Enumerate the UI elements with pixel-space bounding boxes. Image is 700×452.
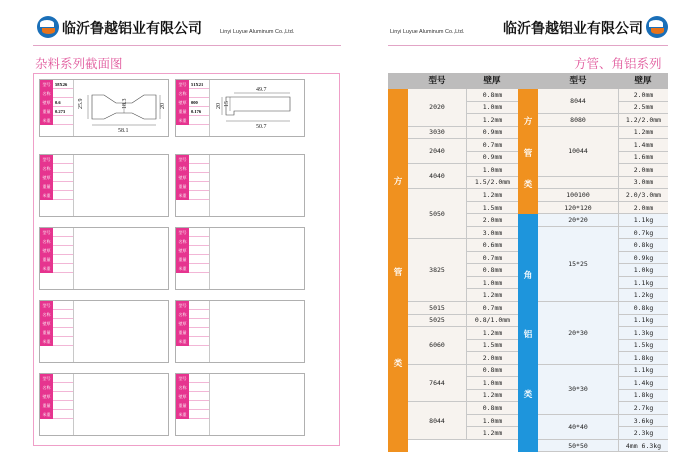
- model-cell: 8044: [538, 89, 618, 114]
- band-char: 铝: [523, 330, 533, 341]
- model-cell: 8044: [408, 402, 466, 440]
- profile-card-label: 米重: [176, 191, 189, 200]
- profile-card-value: [189, 173, 209, 182]
- profile-card-label: 型号: [40, 155, 53, 164]
- wall-cell: 1.5kg: [618, 340, 668, 353]
- profile-card-value: [53, 246, 73, 255]
- model-cell: 3030: [408, 127, 466, 140]
- header-divider-right: [388, 45, 668, 46]
- profile-card-value: [189, 374, 209, 383]
- wall-cell: 2.7kg: [618, 402, 668, 415]
- profile-card: [39, 227, 169, 290]
- profile-card-value: [53, 264, 73, 273]
- profile-card-value: [53, 116, 73, 125]
- profile-card-label: 壁厚: [176, 173, 189, 182]
- wall-cell: 1.5mm: [466, 202, 518, 215]
- wall-cell: 0.7mm: [466, 139, 518, 152]
- profile-card-value: [189, 264, 209, 273]
- band-char: 方: [393, 176, 403, 187]
- model-cell: 120*120: [538, 202, 618, 215]
- profile-card-label: 壁厚: [40, 246, 53, 255]
- profile-card-label: 壁厚: [176, 246, 189, 255]
- profile-card-divider: [73, 155, 74, 216]
- profile-card: [39, 154, 169, 217]
- profile-card-value: [189, 155, 209, 164]
- left-section-title: 杂料系列截面图: [35, 56, 123, 71]
- band-char: 管: [523, 148, 533, 159]
- band-char: 类: [393, 358, 403, 369]
- profile-card-label: 名称: [176, 89, 189, 98]
- table-header-blank: [518, 73, 538, 89]
- wall-cell: 1.1kg: [618, 365, 668, 378]
- profile-card-value: [53, 383, 73, 392]
- wall-cell: 0.9mm: [466, 127, 518, 140]
- model-cell: 10044: [538, 127, 618, 177]
- profile-card-label: 名称: [40, 237, 53, 246]
- profile-section-drawing: [74, 81, 169, 136]
- right-section-title: 方管、角铝系列: [574, 56, 662, 71]
- profile-card-label: 壁厚: [176, 392, 189, 401]
- left-category-band: [388, 89, 408, 452]
- profile-card-value: [189, 191, 209, 200]
- profile-section-drawing: [210, 81, 305, 136]
- band-char: 类: [523, 179, 533, 190]
- profile-card-value: 000: [189, 98, 209, 107]
- profile-card-label: 名称: [40, 310, 53, 319]
- profile-card-value: [189, 246, 209, 255]
- company-name-right: 临沂鲁越铝业有限公司: [503, 21, 643, 37]
- header-divider-left: [33, 45, 341, 46]
- wall-cell: 1.0mm: [466, 377, 518, 390]
- profile-card-label: 米重: [176, 264, 189, 273]
- profile-card-value: [189, 237, 209, 246]
- profile-card-divider: [209, 374, 210, 435]
- wall-cell: 0.8mm: [466, 402, 518, 415]
- profile-card-label: 壁厚: [40, 173, 53, 182]
- profile-card-label: 型号: [40, 374, 53, 383]
- profile-card: [175, 373, 305, 436]
- band-char: 类: [523, 389, 533, 400]
- wall-cell: 2.0mm: [466, 214, 518, 227]
- wall-cell: 2.0mm: [618, 164, 668, 177]
- profile-card-value: [53, 191, 73, 200]
- profile-card-value: [53, 173, 73, 182]
- model-cell: 40*40: [538, 415, 618, 440]
- wall-cell: 0.6mm: [466, 239, 518, 252]
- profile-card-label: 重量: [176, 255, 189, 264]
- wall-cell: 1.2mm: [618, 127, 668, 140]
- profile-card-value: [53, 89, 73, 98]
- profile-card-divider: [73, 374, 74, 435]
- company-logo-right-icon: [646, 16, 668, 38]
- wall-cell: 1.2mm: [466, 390, 518, 403]
- model-cell: [538, 177, 618, 190]
- wall-cell: 1.4kg: [618, 377, 668, 390]
- wall-cell: 1.2mm: [466, 427, 518, 440]
- profile-card-divider: [209, 301, 210, 362]
- model-cell: 100100: [538, 189, 618, 202]
- model-cell: 7644: [408, 365, 466, 403]
- model-cell: 20*30: [538, 302, 618, 365]
- dimension-label: 58.1: [118, 128, 129, 134]
- model-cell: 6060: [408, 327, 466, 365]
- dimension-label: 15: [224, 101, 230, 107]
- profile-card-label: 型号: [176, 301, 189, 310]
- profile-card-value: [53, 310, 73, 319]
- profile-card-label: 名称: [176, 383, 189, 392]
- model-cell: 50*50: [538, 440, 618, 452]
- profile-drawings-panel: [33, 73, 340, 446]
- dimension-label: 25.9: [78, 98, 84, 109]
- band-char: 管: [393, 267, 403, 278]
- profile-card-label: 名称: [40, 383, 53, 392]
- profile-card-value: [53, 155, 73, 164]
- wall-cell: 0.8/1.0mm: [466, 315, 518, 328]
- profile-card-value: [53, 401, 73, 410]
- wall-cell: 0.8mm: [466, 89, 518, 102]
- profile-card-value: [189, 182, 209, 191]
- profile-card: [175, 154, 305, 217]
- model-cell: 15*25: [538, 227, 618, 302]
- profile-card-value: [53, 228, 73, 237]
- profile-card-label: 米重: [40, 116, 53, 125]
- wall-cell: 1.2mm: [466, 189, 518, 202]
- profile-card-value: [189, 401, 209, 410]
- wall-cell: 3.0mm: [466, 227, 518, 240]
- wall-cell: 0.8kg: [618, 302, 668, 315]
- wall-cell: 2.0mm: [466, 352, 518, 365]
- profile-card-label: 米重: [40, 410, 53, 419]
- wall-cell: 2.0/3.0mm: [618, 189, 668, 202]
- profile-card-value: [189, 164, 209, 173]
- wall-cell: 1.2kg: [618, 289, 668, 302]
- profile-card-value: [53, 328, 73, 337]
- model-cell: 2040: [408, 139, 466, 164]
- wall-cell: 0.8mm: [466, 365, 518, 378]
- profile-card-label: 壁厚: [40, 98, 53, 107]
- table-header-wall: 壁厚: [466, 73, 518, 89]
- profile-card-value: 51X21: [189, 80, 209, 89]
- profile-card-label: 名称: [176, 164, 189, 173]
- wall-cell: 1.3kg: [618, 327, 668, 340]
- profile-card-value: 0.273: [53, 107, 73, 116]
- wall-cell: 1.2/2.0mm: [618, 114, 668, 127]
- profile-card-value: 0.6: [53, 98, 73, 107]
- profile-card-label: 壁厚: [40, 392, 53, 401]
- wall-cell: 0.7kg: [618, 227, 668, 240]
- profile-card-label: 型号: [176, 155, 189, 164]
- profile-card-label: 壁厚: [176, 98, 189, 107]
- band-char: 角: [523, 270, 533, 281]
- dimension-label: 49.7: [256, 87, 267, 93]
- wall-cell: 4mm 6.3kg: [618, 440, 668, 452]
- profile-card-value: [53, 374, 73, 383]
- wall-cell: 1.1kg: [618, 277, 668, 290]
- right-angle-band: [518, 214, 538, 452]
- model-cell: 20*20: [538, 214, 618, 227]
- profile-card-value: [189, 383, 209, 392]
- model-cell: 30*30: [538, 365, 618, 415]
- profile-card-label: 名称: [176, 310, 189, 319]
- profile-card-label: 重量: [176, 401, 189, 410]
- profile-card-label: 重量: [176, 107, 189, 116]
- profile-card-value: 0.176: [189, 107, 209, 116]
- table-header-model: 型号: [408, 73, 466, 89]
- model-cell: 5025: [408, 315, 466, 328]
- profile-card: [39, 79, 169, 137]
- dimension-label: 50.7: [256, 124, 267, 130]
- model-cell: 4040: [408, 164, 466, 189]
- profile-card: [175, 227, 305, 290]
- right-square-tube-band: [518, 89, 538, 214]
- wall-cell: 3.6kg: [618, 415, 668, 428]
- company-name-en-left: Linyi Luyue Aluminum Co.,Ltd.: [220, 29, 295, 35]
- wall-cell: 1.8kg: [618, 390, 668, 403]
- profile-card-label: 壁厚: [176, 319, 189, 328]
- wall-cell: 2.0mm: [618, 202, 668, 215]
- profile-card-label: 重量: [40, 328, 53, 337]
- profile-card: [39, 300, 169, 363]
- profile-card-label: 重量: [40, 401, 53, 410]
- profile-card-label: 米重: [40, 191, 53, 200]
- profile-card-value: [53, 255, 73, 264]
- dimension-label: 18.3: [122, 98, 128, 109]
- wall-cell: 2.0mm: [618, 89, 668, 102]
- wall-cell: 1.5mm: [466, 340, 518, 353]
- wall-cell: 1.2mm: [466, 289, 518, 302]
- profile-card-value: [189, 301, 209, 310]
- wall-cell: 1.0mm: [466, 277, 518, 290]
- profile-card-label: 型号: [176, 228, 189, 237]
- profile-card-value: [53, 237, 73, 246]
- table-header-model: 型号: [538, 73, 618, 89]
- profile-card-value: [189, 392, 209, 401]
- wall-cell: 1.2mm: [466, 114, 518, 127]
- profile-card-value: [189, 319, 209, 328]
- profile-card-label: 型号: [176, 80, 189, 89]
- wall-cell: 1.5/2.0mm: [466, 177, 518, 190]
- company-name-en-right: Linyi Luyue Aluminum Co.,Ltd.: [390, 29, 465, 35]
- wall-cell: 2.5mm: [618, 102, 668, 115]
- profile-card-label: 型号: [40, 228, 53, 237]
- profile-card-value: [189, 228, 209, 237]
- company-logo-icon: [37, 16, 59, 38]
- profile-card-label: 名称: [176, 237, 189, 246]
- profile-card-value: [53, 301, 73, 310]
- wall-cell: 2.3kg: [618, 427, 668, 440]
- profile-card: [175, 79, 305, 137]
- profile-card-label: 重量: [40, 107, 53, 116]
- profile-card-label: 名称: [40, 164, 53, 173]
- profile-card-label: 米重: [40, 337, 53, 346]
- profile-card-value: [189, 310, 209, 319]
- profile-card-label: 米重: [176, 410, 189, 419]
- profile-card-value: [189, 337, 209, 346]
- profile-card-divider: [73, 301, 74, 362]
- profile-card-label: 型号: [176, 374, 189, 383]
- profile-card-label: 米重: [176, 337, 189, 346]
- model-cell: 3825: [408, 239, 466, 302]
- wall-cell: 0.8kg: [618, 239, 668, 252]
- band-char: 方: [523, 117, 533, 128]
- wall-cell: 1.0mm: [466, 164, 518, 177]
- profile-card: [175, 300, 305, 363]
- model-cell: 5050: [408, 189, 466, 239]
- profile-card-value: [189, 410, 209, 419]
- spec-table: [388, 73, 668, 450]
- table-header-wall: 壁厚: [618, 73, 668, 89]
- profile-card-value: [53, 164, 73, 173]
- wall-cell: 1.1kg: [618, 214, 668, 227]
- profile-card-label: 型号: [40, 301, 53, 310]
- profile-card-label: 名称: [40, 89, 53, 98]
- profile-card-value: 58X26: [53, 80, 73, 89]
- profile-card-label: 米重: [176, 116, 189, 125]
- wall-cell: 0.7mm: [466, 252, 518, 265]
- wall-cell: 0.8mm: [466, 264, 518, 277]
- profile-card-divider: [209, 228, 210, 289]
- profile-card-divider: [73, 228, 74, 289]
- profile-card-value: [53, 392, 73, 401]
- company-name-left: 临沂鲁越铝业有限公司: [62, 21, 202, 37]
- wall-cell: 1.0mm: [466, 102, 518, 115]
- profile-card-label: 重量: [176, 328, 189, 337]
- wall-cell: 1.0mm: [466, 415, 518, 428]
- model-cell: 5015: [408, 302, 466, 315]
- dimension-label: 20: [216, 103, 222, 109]
- profile-card-label: 重量: [176, 182, 189, 191]
- profile-card-label: 壁厚: [40, 319, 53, 328]
- wall-cell: 3.0mm: [618, 177, 668, 190]
- profile-card-value: [53, 319, 73, 328]
- wall-cell: 1.8kg: [618, 352, 668, 365]
- profile-card-value: [189, 328, 209, 337]
- wall-cell: 1.6mm: [618, 152, 668, 165]
- profile-card-label: 重量: [40, 255, 53, 264]
- wall-cell: 1.4mm: [618, 139, 668, 152]
- profile-card-value: [53, 182, 73, 191]
- wall-cell: 0.9kg: [618, 252, 668, 265]
- profile-card-label: 米重: [40, 264, 53, 273]
- profile-card-value: [53, 410, 73, 419]
- wall-cell: 1.0kg: [618, 264, 668, 277]
- profile-card-label: 重量: [40, 182, 53, 191]
- wall-cell: 1.1kg: [618, 315, 668, 328]
- wall-cell: 1.2mm: [466, 327, 518, 340]
- profile-card: [39, 373, 169, 436]
- profile-card-value: [189, 116, 209, 125]
- model-cell: 8080: [538, 114, 618, 127]
- profile-card-label: 型号: [40, 80, 53, 89]
- profile-card-value: [53, 337, 73, 346]
- table-header-blank: [388, 73, 408, 89]
- profile-card-divider: [209, 155, 210, 216]
- wall-cell: 0.9mm: [466, 152, 518, 165]
- dimension-label: 20: [160, 103, 166, 109]
- model-cell: 2020: [408, 89, 466, 127]
- wall-cell: 0.7mm: [466, 302, 518, 315]
- profile-card-value: [189, 89, 209, 98]
- profile-card-value: [189, 255, 209, 264]
